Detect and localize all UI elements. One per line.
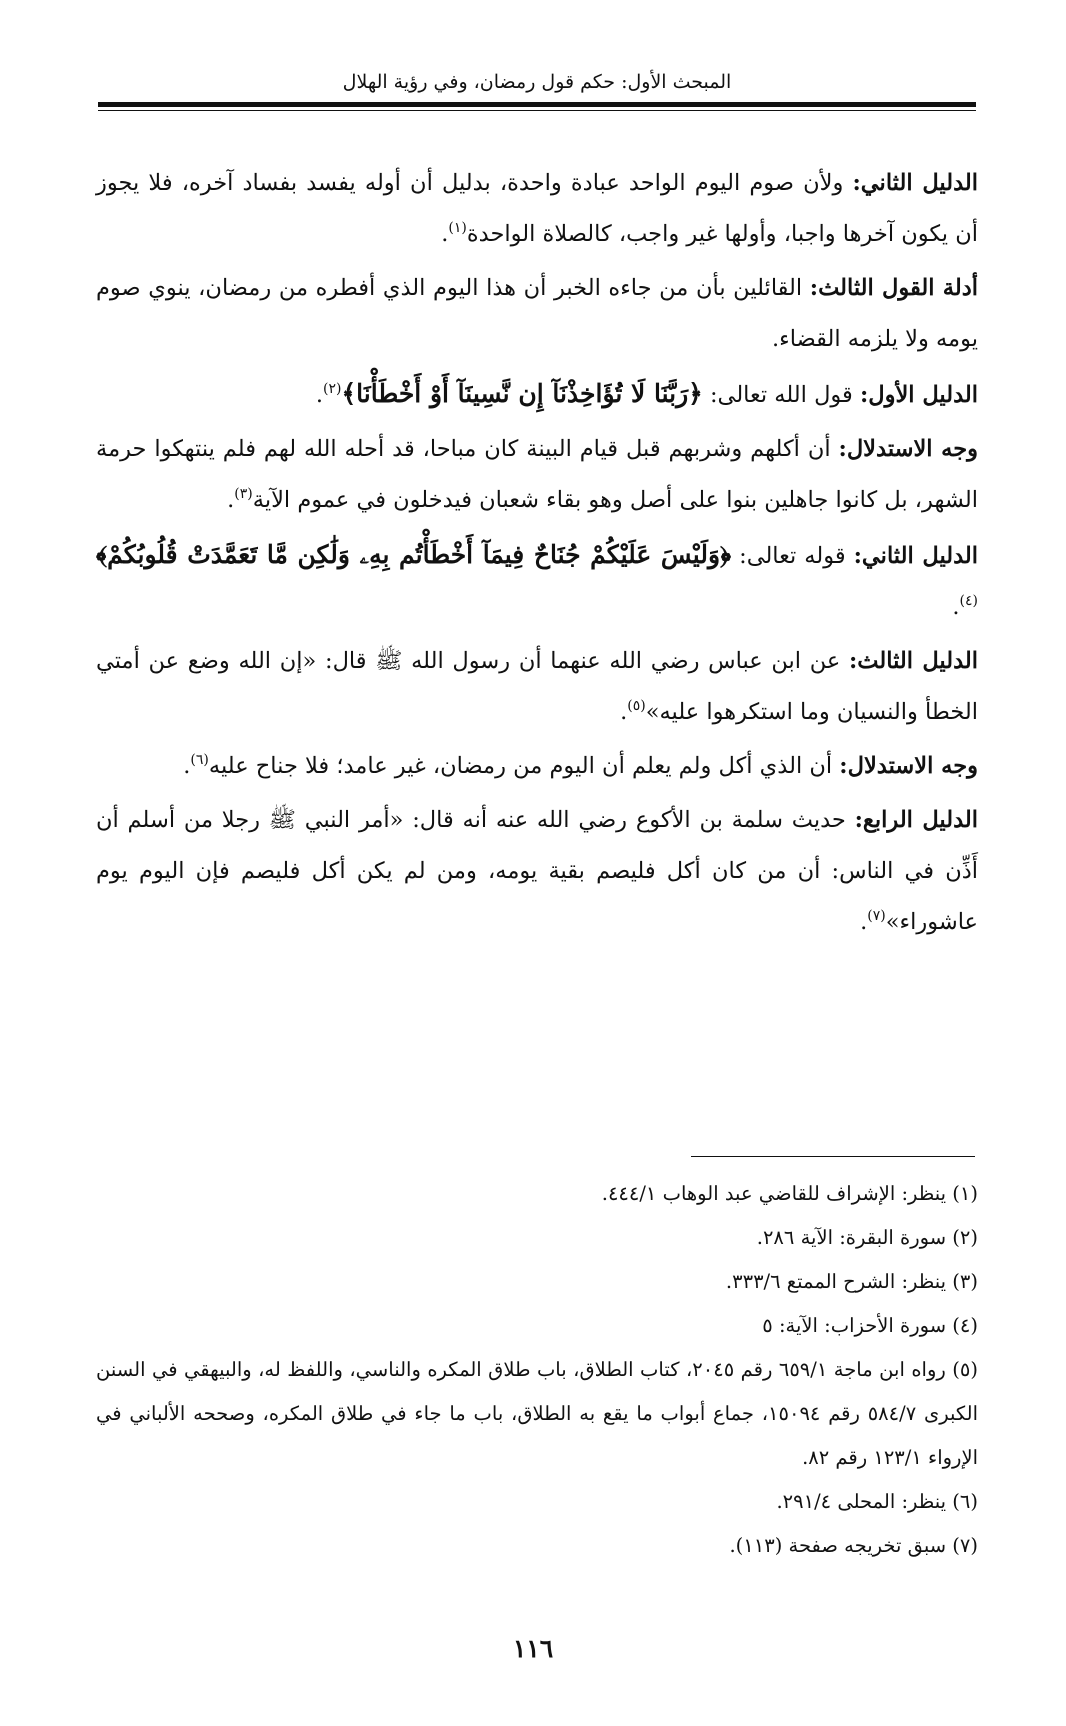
footnote-ref: (٦) — [190, 752, 209, 768]
paragraph — [96, 263, 978, 365]
header-rule-thin — [98, 110, 976, 111]
paragraph-label: الدليل الثالث: — [849, 648, 978, 674]
paragraph-text: حديث سلمة بن الأكوع رضي الله عنه أنه قال: «أمر النبي ﷺ رجلا من أسلم أن أَذِّن في الناس: أن من كان أكل فليصم بقية يومه، ومن لم يكن أكل فليصم فإن اليوم يوم عاشوراء» — [96, 807, 978, 935]
footnotes — [96, 1172, 978, 1568]
footnote: (٤) سورة الأحزاب: الآية: ٥ — [762, 1314, 978, 1337]
paragraph-tail: . — [952, 594, 960, 620]
paragraph-label: الدليل الثاني: — [852, 170, 978, 196]
footnote-ref: (١) — [448, 220, 467, 236]
footnote: (٧) سبق تخريجه صفحة (١١٣). — [729, 1534, 978, 1557]
paragraph-label: أدلة القول الثالث: — [809, 275, 978, 301]
paragraph — [96, 158, 978, 260]
paragraph-text: أن الذي أكل ولم يعلم أن اليوم من رمضان، غير عامد؛ فلا جناح عليه — [208, 753, 840, 779]
footnote-ref: (٥) — [627, 698, 646, 714]
paragraph-label: الدليل الرابع: — [854, 807, 978, 833]
footnote: (٥) رواه ابن ماجة ٦٥٩/١ رقم ٢٠٤٥، كتاب الطلاق، باب طلاق المكره والناسي، واللفظ له، والبيهقي في السنن الكبرى ٥٨٤/٧ رقم ١٥٠٩٤، جماع أبواب ما يقع به الطلاق، باب ما جاء في طلاق المكره، وصححه الألباني في الإرواء ١٢٣/١ رقم ٨٢. — [96, 1358, 978, 1469]
footnote: (١) ينظر: الإشراف للقاضي عبد الوهاب ٤٤٤/١. — [601, 1182, 978, 1205]
footnote-ref: (٢) — [323, 381, 342, 397]
paragraph-tail: . — [183, 753, 191, 779]
page-number: ١١٦ — [512, 1634, 554, 1663]
paragraph — [96, 636, 978, 738]
paragraph-label: وجه الاستدلال: — [838, 436, 978, 462]
paragraph-text: ولأن صوم اليوم الواحد عبادة واحدة، بدليل أن أوله يفسد بفساد آخره، فلا يجوز أن يكون آخرها واجبا، وأولها غير واجب، كالصلاة الواحدة — [96, 170, 978, 247]
paragraph-tail: . — [441, 221, 449, 247]
paragraph — [96, 795, 978, 948]
paragraph-label: الدليل الثاني: — [853, 543, 979, 569]
paragraph-text: قوله تعالى: — [731, 543, 854, 569]
header-rule-thick — [98, 102, 976, 107]
paragraph-label: الدليل الأول: — [859, 382, 978, 408]
paragraph-text: أن أكلهم وشربهم قبل قيام البينة كان مباحا، قد أحله الله لهم فلم ينتهكوا حرمة الشهر، بل كانوا جاهلين بنوا على أصل وهو بقاء شعبان فيدخلون في عموم الآية — [96, 436, 978, 513]
paragraph-tail: . — [315, 382, 324, 408]
footnote-ref: (٣) — [234, 486, 253, 502]
paragraph-text: القائلين بأن من جاءه الخبر أن هذا اليوم الذي أفطره من رمضان، ينوي صوم يومه ولا يلزمه القضاء. — [96, 275, 978, 352]
paragraph-tail: . — [620, 699, 628, 725]
running-header: المبحث الأول: حكم قول رمضان، وفي رؤية الهلال — [342, 71, 732, 93]
paragraph — [96, 424, 978, 526]
paragraph-tail: . — [860, 909, 868, 935]
main-text — [96, 158, 978, 951]
footnote-separator — [691, 1156, 975, 1157]
footnote-ref: (٤) — [959, 593, 978, 609]
footnote: (٣) ينظر: الشرح الممتع ٣٣٣/٦. — [725, 1270, 978, 1293]
paragraph-label: وجه الاستدلال: — [839, 753, 978, 779]
paragraph-text: قول الله تعالى: — [702, 382, 860, 408]
paragraph-tail: . — [227, 487, 235, 513]
paragraph — [96, 368, 978, 421]
quran-verse: ﴿رَبَّنَا لَا تُؤَاخِذْنَآ إِن نَّسِينَآ أَوْ أَخْطَأْنَا﴾ — [341, 379, 703, 408]
paragraph — [96, 741, 978, 792]
footnote: (٦) ينظر: المحلى ٢٩١/٤. — [776, 1490, 978, 1513]
footnote-ref: (٧) — [867, 908, 886, 924]
footnote: (٢) سورة البقرة: الآية ٢٨٦. — [756, 1226, 978, 1249]
paragraph — [96, 529, 978, 633]
quran-verse: ﴿وَلَيْسَ عَلَيْكُمْ جُنَاحٌ فِيمَآ أَخْطَأْتُم بِهِۦ وَلَٰكِن مَّا تَعَمَّدَتْ قُلُوبُكُمْ﴾ — [96, 540, 732, 569]
paragraph-text: عن ابن عباس رضي الله عنهما أن رسول الله ﷺ قال: «إن الله وضع عن أمتي الخطأ والنسيان وما استكرهوا عليه» — [96, 648, 978, 725]
